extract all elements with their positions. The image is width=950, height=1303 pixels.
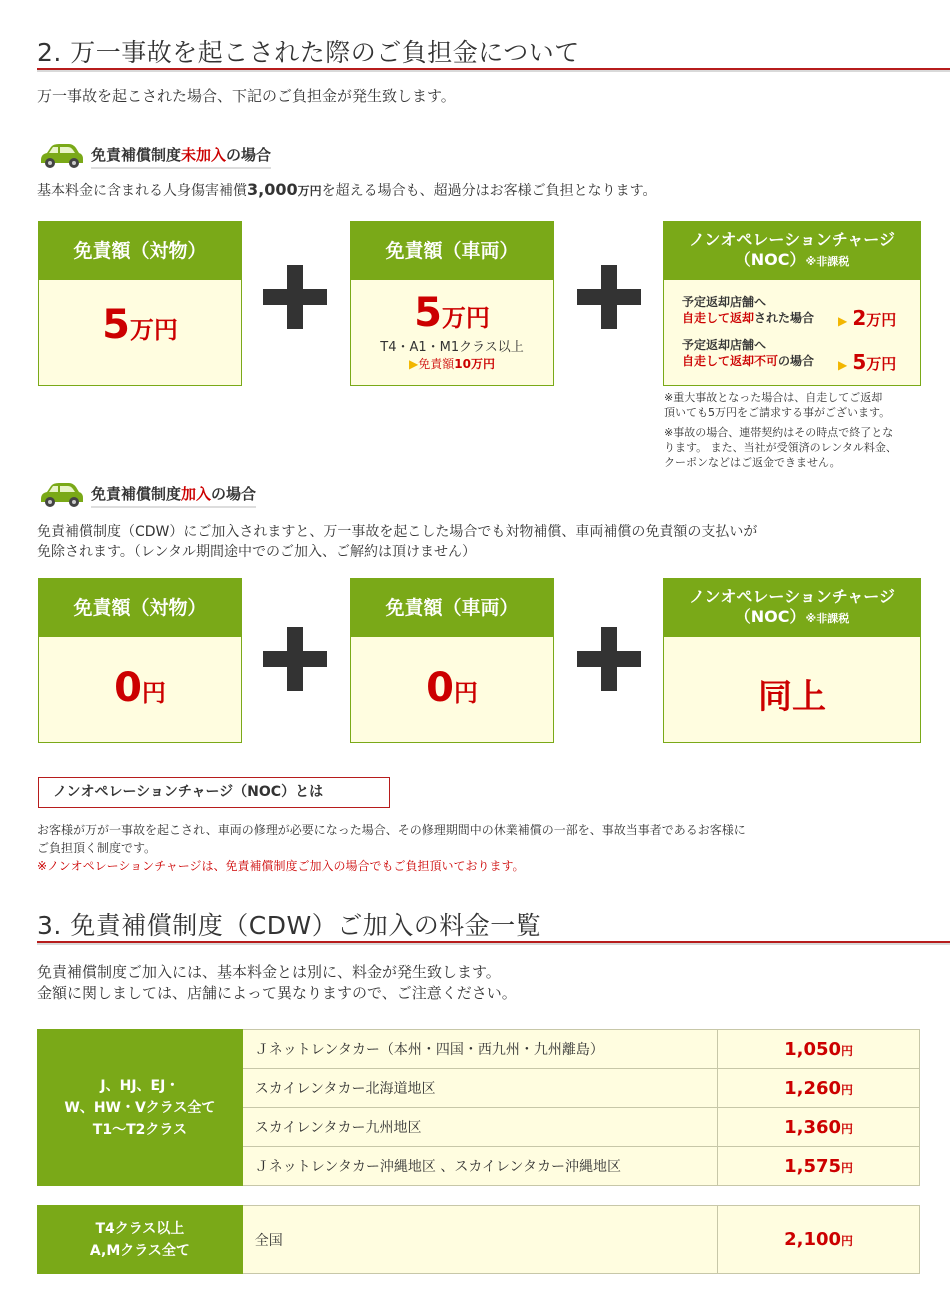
area-cell: Ｊネットレンタカー（本州・四国・西九州・九州離島） (242, 1030, 717, 1069)
fee-table-2 (37, 1205, 920, 1274)
case-2-heading-text: 免責補償制度加入の場合 (91, 483, 256, 508)
triangle-right-icon: ▶ (838, 314, 848, 328)
plus-icon (263, 627, 327, 691)
fee-table-1 (37, 1029, 920, 1186)
plus-icon (577, 265, 641, 329)
area-cell: 全国 (242, 1206, 717, 1274)
class-cell: T4クラス以上 A,Mクラス全て (38, 1206, 243, 1274)
price-cell: 1,575円 (718, 1147, 920, 1186)
section-3-title: 3. 免責補償制度（CDW）ご加入の料金一覧 (37, 911, 542, 940)
price-cell: 1,360円 (718, 1108, 920, 1147)
table-row (38, 1030, 920, 1069)
case-2-heading (37, 478, 256, 512)
noc-about-text: お客様が万が一事故を起こされ、車両の修理が必要になった場合、その修理期間中の休業補償の一部を、事故当事者であるお客様に ご負担頂く制度です。 ※ノンオペレーションチャージは、免責補償制度ご加入の場合でもご負担頂いております。 (37, 823, 746, 873)
table-row (38, 1206, 920, 1274)
class-cell: J、HJ、EJ・ W、HW・Vクラス全て T1～T2クラス (38, 1030, 243, 1186)
case-2-noc-box (663, 578, 921, 743)
noc-value: 同上 (758, 677, 826, 717)
box-value: 5万円 (414, 290, 490, 336)
noc-header: ノンオペレーションチャージ （NOC）※非課税 (664, 222, 920, 280)
plus-icon (577, 627, 641, 691)
box-header: 免責額（対物） (39, 222, 241, 280)
box-header: 免責額（車両） (351, 222, 553, 280)
noc-row-2-value: ▶ 5万円 (838, 350, 897, 374)
box-header: 免責額（車両） (351, 579, 553, 637)
noc-row-1: 予定返却店舗へ 自走して返却された場合 (682, 295, 815, 325)
excess-note: ▶免責額10万円 (409, 357, 495, 371)
price-cell: 2,100円 (718, 1206, 920, 1274)
case-1-object-box (38, 221, 242, 386)
section-3-intro-2: 金額に関しましては、店舗によって異なりますので、ご注意ください。 (37, 984, 517, 1002)
box-value: 0円 (426, 665, 478, 711)
box-value: 5万円 (102, 302, 178, 348)
price-cell: 1,050円 (718, 1030, 920, 1069)
class-note: T4・A1・M1クラス以上 (380, 340, 524, 355)
section-3-rule (37, 941, 950, 945)
triangle-right-icon: ▶ (409, 357, 419, 371)
box-header: 免責額（対物） (39, 579, 241, 637)
case-1-note-2: ※事故の場合、連帯契約はその時点で終了とな ります。 また、当社が受領済のレンタル料金、 クーポンなどはご返金できません。 (664, 426, 897, 469)
case-1-heading-text: 免責補償制度未加入の場合 (91, 144, 271, 169)
case-1-vehicle-box (350, 221, 554, 386)
case-2-description-2: 免除されます。（レンタル期間途中でのご加入、ご解約は頂けません） (37, 544, 476, 560)
area-cell: スカイレンタカー九州地区 (242, 1108, 717, 1147)
case-1-noc-box (663, 221, 921, 386)
area-cell: スカイレンタカー北海道地区 (242, 1069, 717, 1108)
case-1-note-1: ※重大事故となった場合は、自走してご返却 頂いても5万円をご請求する事がございます。 (664, 391, 891, 419)
noc-row-2: 予定返却店舗へ 自走して返却不可の場合 (682, 338, 815, 368)
noc-row-1-value: ▶ 2万円 (838, 306, 897, 330)
case-2-description-1: 免責補償制度（CDW）にご加入されますと、万一事故を起こした場合でも対物補償、車両補償の免責額の支払いが (37, 524, 758, 540)
noc-header: ノンオペレーションチャージ （NOC）※非課税 (664, 579, 920, 637)
car-icon (37, 481, 85, 509)
case-1-description: 基本料金に含まれる人身傷害補償3,000万円を超える場合も、超過分はお客様ご負担となります。 (37, 180, 657, 199)
case-2-object-box (38, 578, 242, 743)
car-icon (37, 142, 85, 170)
section-2-title: 2. 万一事故を起こされた際のご負担金について (37, 38, 580, 67)
section-2-intro: 万一事故を起こされた場合、下記のご負担金が発生致します。 (37, 87, 456, 105)
plus-icon (263, 265, 327, 329)
noc-about-title: ノンオペレーションチャージ（NOC）とは (38, 777, 390, 808)
triangle-right-icon: ▶ (838, 358, 848, 372)
section-2-rule (37, 68, 950, 72)
area-cell: Ｊネットレンタカー沖縄地区 、スカイレンタカー沖縄地区 (242, 1147, 717, 1186)
price-cell: 1,260円 (718, 1069, 920, 1108)
case-2-vehicle-box (350, 578, 554, 743)
case-1-heading (37, 139, 271, 173)
section-3-intro-1: 免責補償制度ご加入には、基本料金とは別に、料金が発生致します。 (37, 963, 501, 981)
box-value: 0円 (114, 665, 166, 711)
